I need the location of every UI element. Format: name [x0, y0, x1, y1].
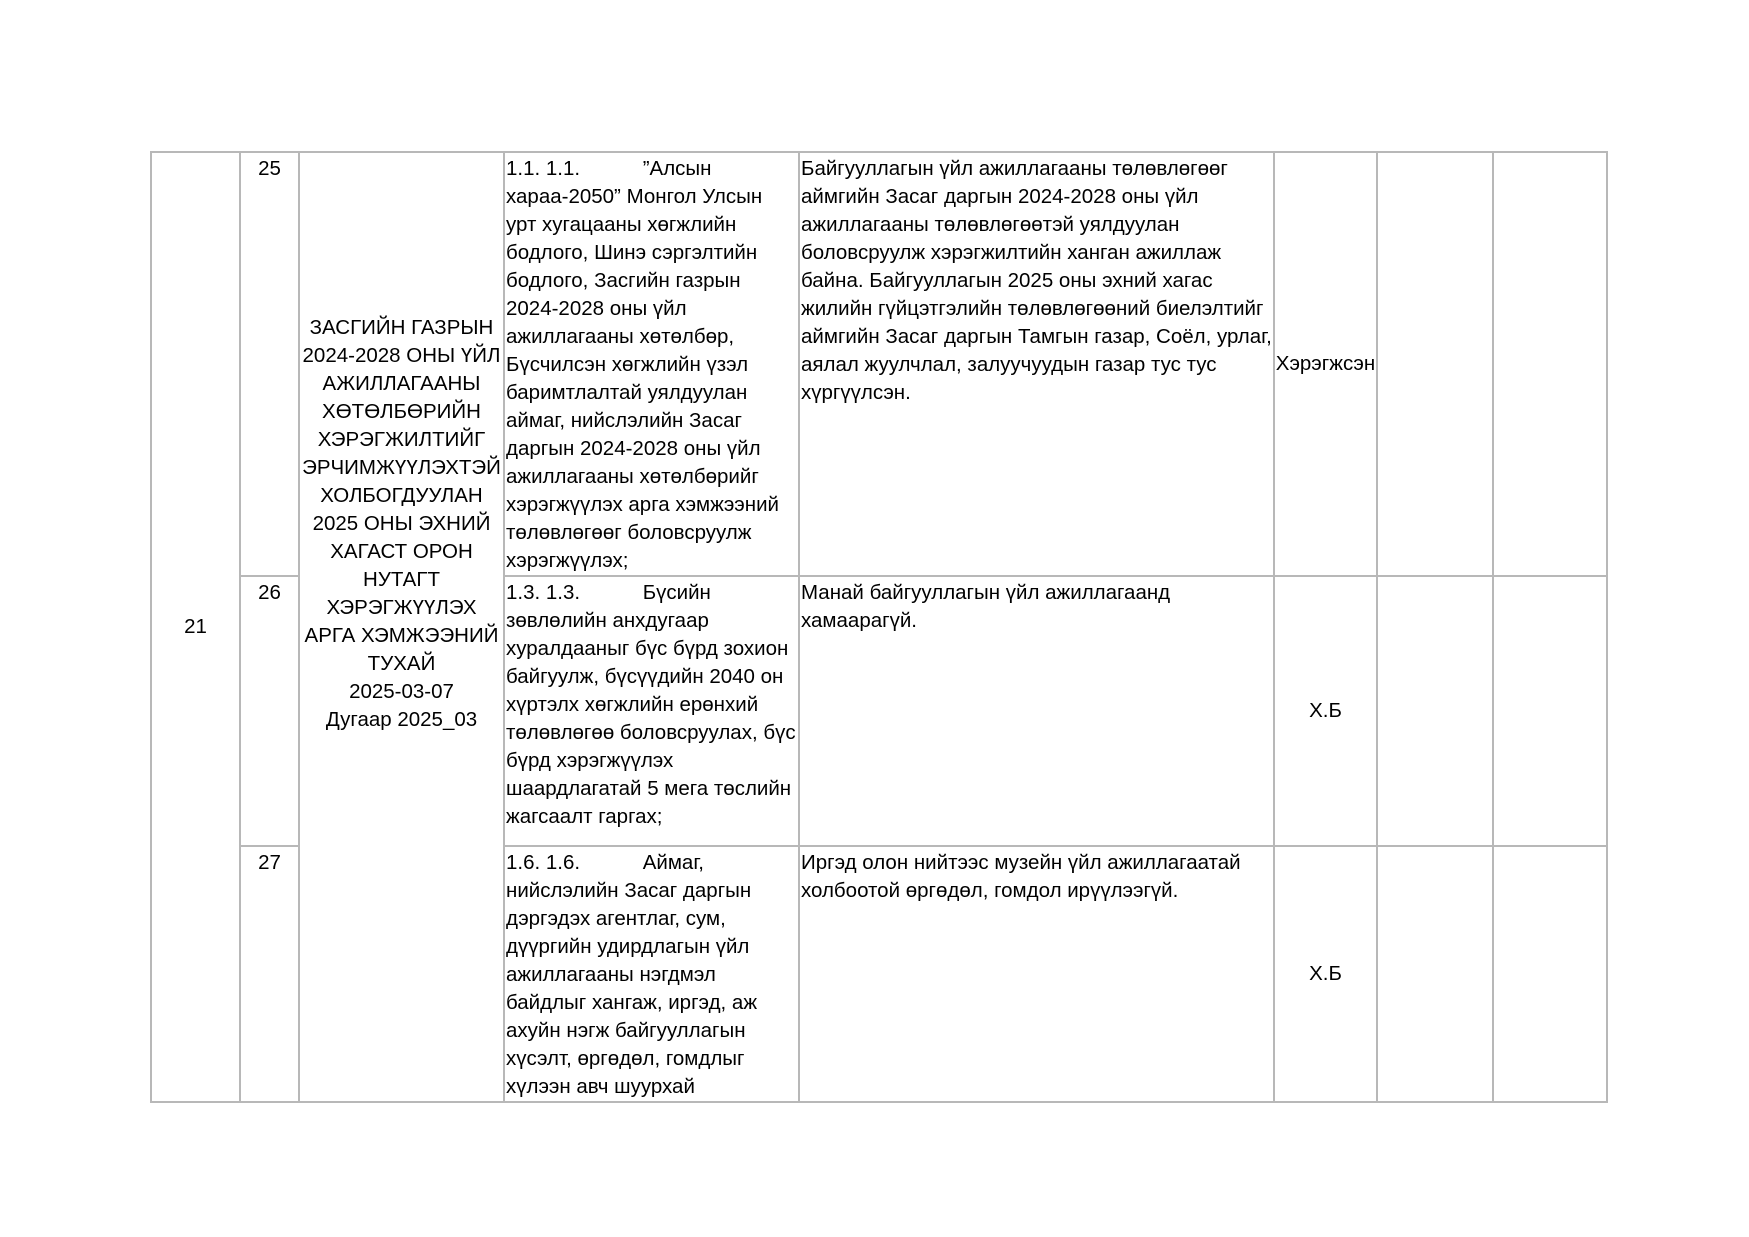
measure-number: Дугаар 2025_03 [325, 708, 478, 731]
row-number-cell [240, 846, 299, 1102]
empty-cell [1493, 846, 1607, 1102]
row-number: 26 [258, 581, 281, 604]
status-text: Х.Б [1309, 699, 1342, 722]
status-text: Хэрэгжсэн [1275, 352, 1376, 375]
row-number-cell [240, 152, 299, 576]
row-number-cell [240, 576, 299, 846]
empty-cell [1493, 576, 1607, 846]
empty-cell [1493, 152, 1607, 576]
measure-title: ЗАСГИЙН ГАЗРЫН 2024-2028 ОНЫ ҮЙЛ АЖИЛЛАГААНЫ ХӨТӨЛБӨРИЙН ХЭРЭГЖИЛТИЙГ ЭРЧИМЖҮҮЛЭХТЭЙ ХОЛБОГДУУЛАН 2025 ОНЫ ЭХНИЙ ХАГАСТ ОРОН НУТАГТ ХЭРЭГЖҮҮЛЭХ АРГА ХЭМЖЭЭНИЙ ТУХАЙ [302, 316, 501, 675]
task-cell [504, 846, 799, 1102]
report-text: Байгууллагын үйл ажиллагааны төлөвлөгөөг аймгийн Засаг даргын 2024-2028 оны үйл ажиллагааны төлөвлөгөөтэй уялдуулан боловсруулж хэрэгжилтийн ханган ажиллаж байна. Байгууллагын 2025 оны эхний хагас жилийн гүйцэтгэлийн төлөвлөгөөний биелэлтийг аймгийн Засаг даргын Тамгын газар, Соёл, урлаг, аялал жуулчлал, залуучуудын газар тус тус хүргүүлсэн. [801, 157, 1272, 404]
measure-date: 2025-03-07 [349, 680, 454, 703]
empty-cell [1377, 576, 1493, 846]
task-cell [504, 576, 802, 846]
report-text: Иргэд олон нийтээс музейн үйл ажиллагаатай холбоотой өргөдөл, гомдол ирүүлээгүй. [801, 851, 1241, 902]
report-cell [799, 846, 1274, 1102]
task-text: 1.6. 1.6. Аймаг, нийслэлийн Засаг даргын дэргэдэх агентлаг, сум, дүүргийн удирдлагын үйл ажиллагааны нэгдмэл байдлыг хангаж, иргэд, аж ахуйн нэгж байгууллагын хүсэлт, өргөдөл, гомдлыг хүлээн авч шуурхай [506, 851, 763, 1098]
row-number: 27 [258, 851, 281, 874]
task-text: 1.3. 1.3. Бүсийн зөвлөлийн анхдугаар хуралдааныг бүс бүрд зохион байгуулж, бүсүүдийн 2040 он хүртэлх хөгжлийн ерөнхий төлөвлөгөө боловсруулах, бүс бүрд хэрэгжүүлэх шаардлагатай 5 мега төслийн жагсаалт гаргах; [506, 581, 802, 828]
empty-cell [1377, 846, 1493, 1102]
group-number-cell [151, 152, 240, 1102]
group-number: 21 [184, 615, 207, 638]
task-cell [504, 152, 799, 576]
row-number: 25 [258, 157, 281, 180]
report-table [150, 151, 1608, 1103]
report-cell [799, 576, 1274, 846]
report-cell [799, 152, 1274, 576]
status-text: Х.Б [1309, 962, 1342, 985]
measure-title-cell [299, 152, 504, 1102]
table-row [151, 152, 1607, 576]
status-cell [1274, 576, 1377, 846]
empty-cell [1377, 152, 1493, 576]
status-cell [1274, 846, 1377, 1102]
report-text: Манай байгууллагын үйл ажиллагаанд хамаарагүй. [801, 581, 1171, 632]
status-cell [1274, 152, 1377, 576]
task-text: 1.1. 1.1. ”Алсын хараа-2050” Монгол Улсын урт хугацааны хөгжлийн бодлого, Шинэ сэргэлтийн бодлого, Засгийн газрын 2024-2028 оны үйл ажиллагааны хөтөлбөр, Бүсчилсэн хөгжлийн үзэл баримтлалтай уялдуулан аймаг, нийслэлийн Засаг даргын 2024-2028 оны үйл ажиллагааны хөтөлбөрийг хэрэгжүүлэх арга хэмжээний төлөвлөгөөг боловсруулж хэрэгжүүлэх; [506, 157, 785, 572]
